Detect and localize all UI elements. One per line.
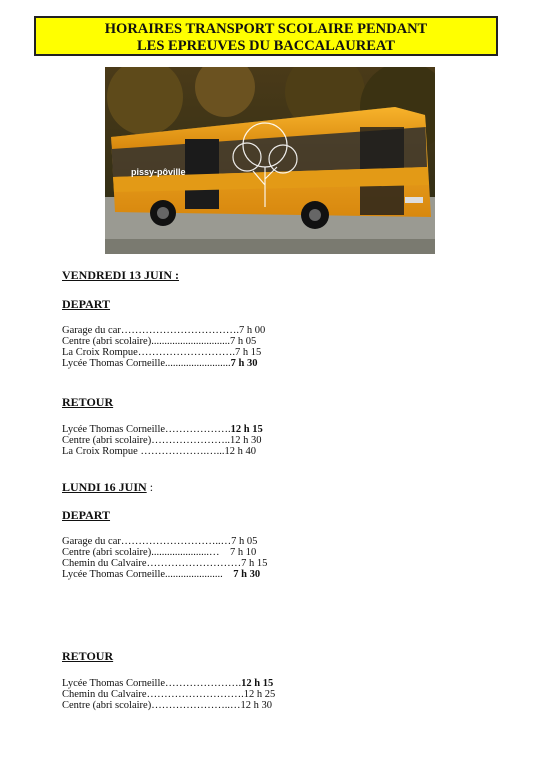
- day2-title-suffix: :: [146, 480, 154, 494]
- day2-retour-heading: RETOUR: [62, 649, 114, 663]
- day1-title: VENDREDI 13 JUIN :: [62, 268, 180, 282]
- bus-brand-label: pissy-pôville: [131, 167, 186, 177]
- day2-depart-heading: DEPART: [62, 508, 111, 522]
- schedule-row: La Croix Rompue ……………….…...12 h 40: [62, 446, 256, 457]
- day1-depart-heading: DEPART: [62, 297, 111, 311]
- schedule-row: Garage du car………………………..…7 h 05: [62, 536, 258, 547]
- day2-title-wrap: [62, 480, 153, 495]
- schedule-row: Lycée Thomas Corneille………………….12 h 15: [62, 678, 274, 689]
- schedule-row: Centre (abri scolaire)…………………..…12 h 30: [62, 700, 272, 711]
- schedule-row: Lycée Thomas Corneille...................... 7 h 30: [62, 569, 261, 580]
- title-banner: [34, 16, 498, 56]
- bus-illustration: [105, 67, 435, 254]
- schedule-row: Garage du car…………………………….7 h 00: [62, 325, 266, 336]
- schedule-row: Centre (abri scolaire)..............................7 h 05: [62, 336, 257, 347]
- schedule-row: Lycée Thomas Corneille……………….12 h 15: [62, 424, 263, 435]
- schedule-row: Lycée Thomas Corneille.........................7 h 30: [62, 358, 258, 369]
- day1-depart-list: [62, 325, 265, 369]
- day2-depart-list: [62, 536, 267, 580]
- bus-photo: [105, 67, 435, 254]
- day1-retour-list: [62, 424, 263, 457]
- schedule-row: Centre (abri scolaire)......................… 7 h 10: [62, 547, 257, 558]
- day1-retour-heading: RETOUR: [62, 395, 114, 409]
- day2-title: LUNDI 16 JUIN: [62, 480, 147, 494]
- schedule-row: La Croix Rompue……………………….7 h 15: [62, 347, 262, 358]
- day2-retour-list: [62, 678, 275, 711]
- schedule-row: Chemin du Calvaire……………………….12 h 25: [62, 689, 276, 700]
- schedule-row: Chemin du Calvaire………………………7 h 15: [62, 558, 268, 569]
- schedule-row: Centre (abri scolaire)…………………..12 h 30: [62, 435, 262, 446]
- title-line-2: LES EPREUVES DU BACCALAUREAT: [137, 38, 395, 54]
- title-line-1: HORAIRES TRANSPORT SCOLAIRE PENDANT: [104, 21, 428, 37]
